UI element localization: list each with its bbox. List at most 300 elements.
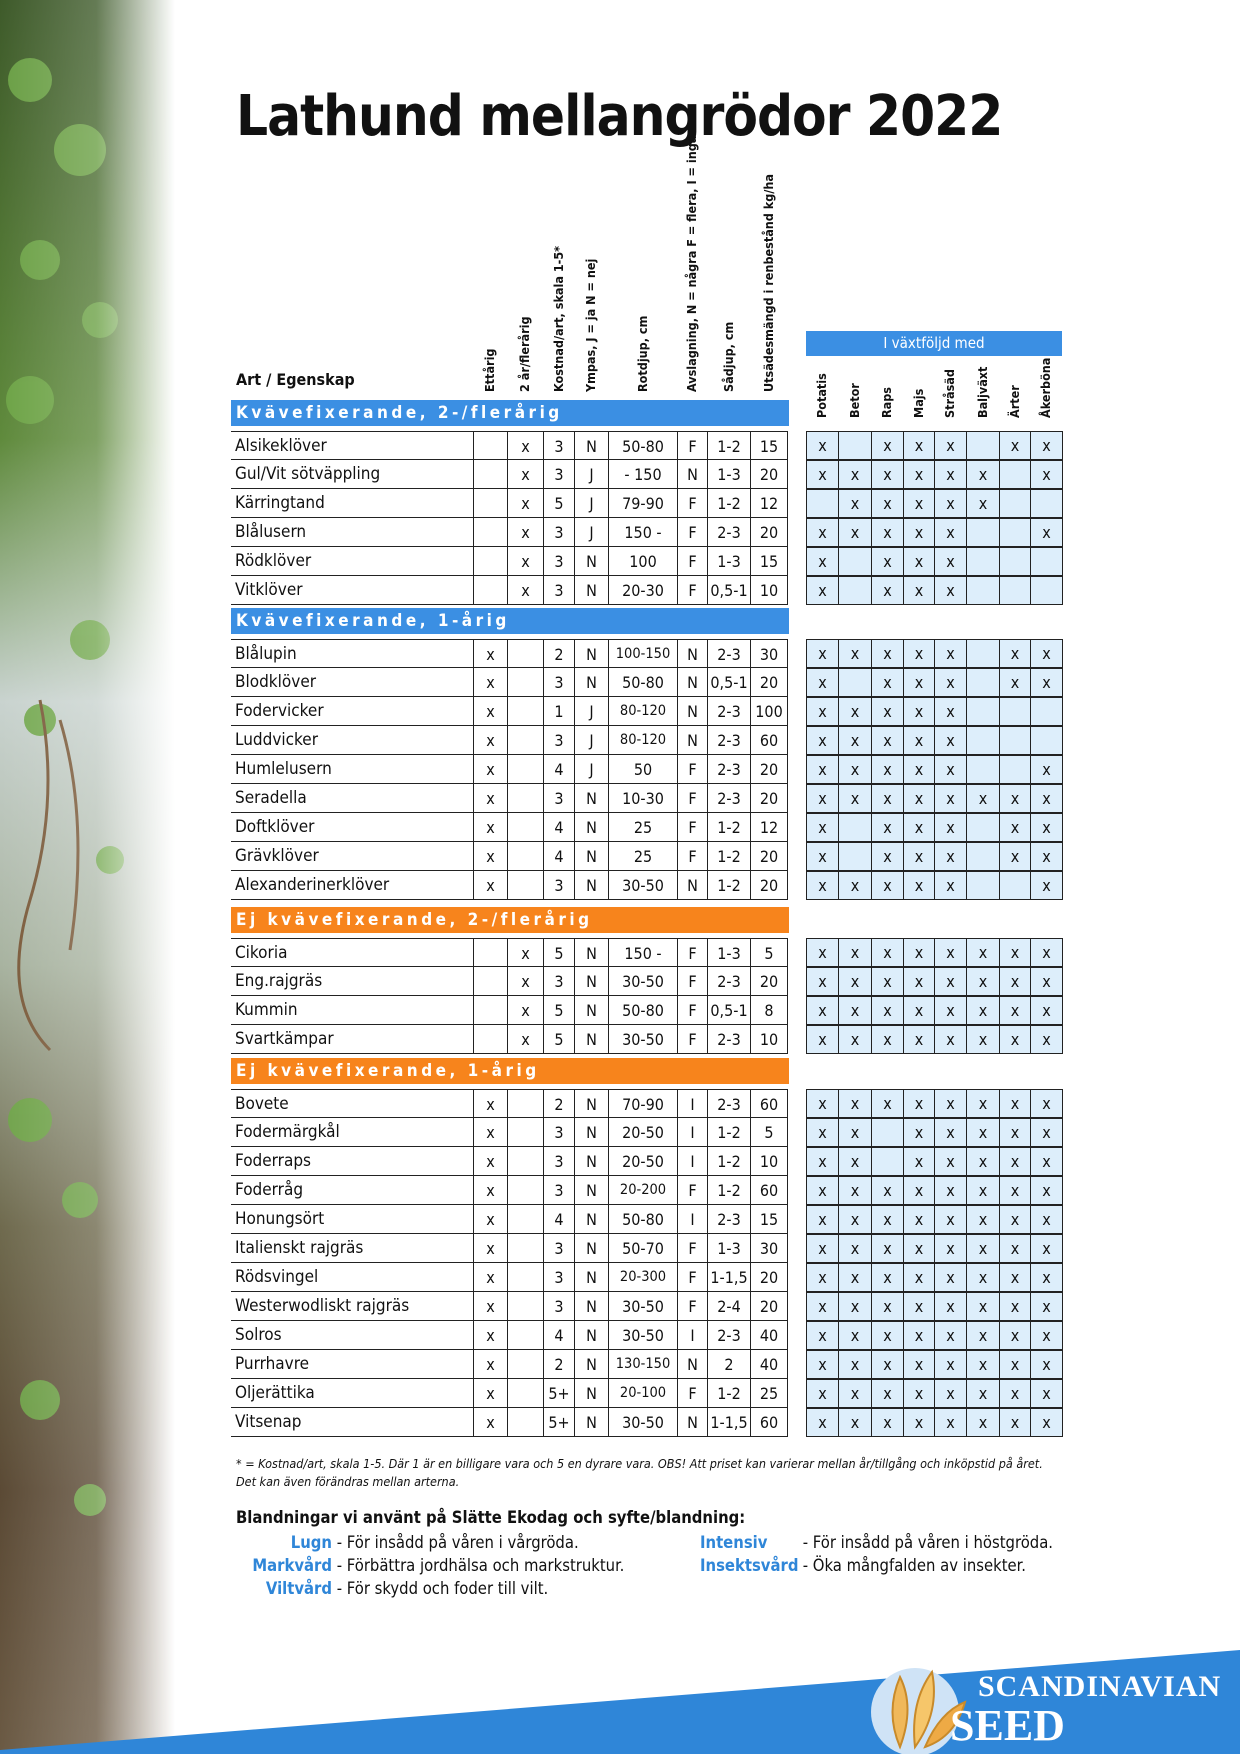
table-cell: 1-2	[707, 1176, 750, 1205]
logo-text-1: SCANDINAVIAN	[978, 1670, 1222, 1703]
table-cell: 3	[543, 518, 574, 547]
table-cell: 2-3	[707, 1025, 750, 1054]
table-cell: N	[677, 639, 707, 668]
table-cell: 5	[750, 1118, 788, 1147]
rotation-cell	[838, 576, 872, 605]
rotation-column-header: Betor	[846, 383, 862, 418]
rotation-cell: x	[966, 460, 1000, 489]
table-cell: 25	[608, 842, 677, 871]
table-cell: x	[507, 576, 543, 605]
rotation-cell	[999, 489, 1031, 518]
table-cell: x	[507, 489, 543, 518]
table-cell: - 150	[608, 460, 677, 489]
rotation-cell: x	[806, 842, 839, 871]
rotation-cell: x	[806, 784, 839, 813]
table-cell: 3	[543, 871, 574, 900]
table-cell: x	[473, 1176, 507, 1205]
rotation-cell	[838, 668, 872, 697]
rotation-cell: x	[903, 1408, 935, 1437]
table-cell: 1-3	[707, 547, 750, 576]
plant-name: Luddvicker	[231, 726, 473, 755]
rotation-cell	[871, 1118, 904, 1147]
table-cell: 1-1,5	[707, 1408, 750, 1437]
rotation-cell: x	[871, 755, 904, 784]
rotation-cell: x	[934, 967, 967, 996]
rotation-cell	[999, 460, 1031, 489]
rotation-cell: x	[871, 871, 904, 900]
rotation-cell	[966, 755, 1000, 784]
plant-name: Grävklöver	[231, 842, 473, 871]
table-cell: 4	[543, 842, 574, 871]
table-cell: 2-3	[707, 784, 750, 813]
table-cell: I	[677, 1089, 707, 1118]
table-cell	[507, 1176, 543, 1205]
rotation-cell: x	[1030, 1234, 1063, 1263]
table-cell	[473, 967, 507, 996]
table-cell: N	[574, 1263, 608, 1292]
rotation-cell: x	[934, 1176, 967, 1205]
table-cell: F	[677, 784, 707, 813]
table-cell	[473, 576, 507, 605]
table-cell: 20	[750, 1263, 788, 1292]
table-cell: 4	[543, 755, 574, 784]
table-cell	[507, 755, 543, 784]
table-cell: 40	[750, 1321, 788, 1350]
table-cell: 3	[543, 431, 574, 460]
plant-name: Fodervicker	[231, 697, 473, 726]
table-cell	[473, 518, 507, 547]
rotation-column-header: Raps	[879, 387, 894, 418]
table-cell: N	[574, 668, 608, 697]
table-cell: 2-3	[707, 697, 750, 726]
table-cell: 2	[543, 1089, 574, 1118]
table-cell	[507, 784, 543, 813]
rotation-cell: x	[999, 1321, 1031, 1350]
table-cell: x	[507, 996, 543, 1025]
rotation-cell: x	[838, 1321, 872, 1350]
rotation-cell: x	[999, 784, 1031, 813]
table-cell: 1-3	[707, 460, 750, 489]
rotation-cell: x	[934, 1147, 967, 1176]
rotation-cell: x	[871, 1025, 904, 1054]
rotation-cell: x	[838, 996, 872, 1025]
table-cell: 50-80	[608, 1205, 677, 1234]
plant-name: Solros	[231, 1321, 473, 1350]
rotation-cell: x	[871, 1408, 904, 1437]
table-cell: N	[574, 842, 608, 871]
rotation-cell: x	[806, 871, 839, 900]
table-cell: 12	[750, 489, 788, 518]
rotation-cell: x	[903, 547, 935, 576]
rotation-cell: x	[871, 576, 904, 605]
table-cell: 30-50	[608, 1321, 677, 1350]
table-cell: 12	[750, 813, 788, 842]
blend-item	[236, 1556, 624, 1575]
table-cell: 3	[543, 784, 574, 813]
rotation-cell: x	[1030, 1147, 1063, 1176]
rotation-cell: x	[1030, 518, 1063, 547]
table-cell	[473, 431, 507, 460]
rotation-cell: x	[934, 1292, 967, 1321]
table-cell: 20	[750, 518, 788, 547]
table-cell: N	[574, 1176, 608, 1205]
table-cell	[473, 938, 507, 967]
rotation-cell: x	[871, 813, 904, 842]
table-cell: x	[473, 1292, 507, 1321]
table-cell: F	[677, 1234, 707, 1263]
table-cell: F	[677, 489, 707, 518]
table-cell: x	[473, 813, 507, 842]
table-cell	[507, 1118, 543, 1147]
plant-name: Alsikeklöver	[231, 431, 473, 460]
blend-description: - För insådd på våren i vårgröda.	[332, 1533, 579, 1552]
rotation-cell: x	[903, 639, 935, 668]
rotation-cell: x	[903, 938, 935, 967]
rotation-cell: x	[934, 668, 967, 697]
rotation-cell: x	[1030, 842, 1063, 871]
table-cell	[507, 1292, 543, 1321]
column-header: Kostnad/art, skala 1-5*	[550, 245, 566, 392]
rotation-cell: x	[838, 1118, 872, 1147]
table-cell: x	[473, 1379, 507, 1408]
table-cell: 60	[750, 726, 788, 755]
table-cell: x	[473, 871, 507, 900]
table-cell: 1-2	[707, 842, 750, 871]
rotation-cell	[966, 547, 1000, 576]
rotation-cell: x	[934, 755, 967, 784]
rotation-cell: x	[934, 1089, 967, 1118]
table-cell: F	[677, 1379, 707, 1408]
rotation-cell: x	[806, 1025, 839, 1054]
table-cell: x	[473, 1089, 507, 1118]
rotation-cell: x	[903, 668, 935, 697]
rotation-cell: x	[999, 813, 1031, 842]
table-cell: 25	[608, 813, 677, 842]
footnote	[236, 1455, 1056, 1491]
plant-name: Bovete	[231, 1089, 473, 1118]
column-header: Sådjup, cm	[720, 321, 736, 392]
rotation-cell: x	[1030, 460, 1063, 489]
rotation-cell: x	[966, 1321, 1000, 1350]
table-cell: 3	[543, 1118, 574, 1147]
table-cell: 20	[750, 755, 788, 784]
table-cell: x	[473, 842, 507, 871]
table-cell: 79-90	[608, 489, 677, 518]
table-cell: N	[574, 996, 608, 1025]
rotation-cell	[999, 755, 1031, 784]
rotation-cell: x	[1030, 871, 1063, 900]
rotation-cell	[838, 431, 872, 460]
rotation-cell: x	[806, 1205, 839, 1234]
rotation-cell: x	[871, 1205, 904, 1234]
table-cell: 20-300	[608, 1263, 677, 1292]
rotation-cell: x	[999, 842, 1031, 871]
rotation-cell: x	[871, 460, 904, 489]
table-cell: 0,5-1	[707, 576, 750, 605]
rotation-cell: x	[806, 996, 839, 1025]
table-cell: 2-3	[707, 726, 750, 755]
rotation-cell	[966, 639, 1000, 668]
rotation-cell: x	[871, 697, 904, 726]
table-cell: N	[574, 1350, 608, 1379]
rotation-cell: x	[934, 871, 967, 900]
table-cell: x	[507, 431, 543, 460]
blend-item	[700, 1556, 1026, 1575]
table-cell: x	[507, 518, 543, 547]
rotation-cell: x	[966, 1118, 1000, 1147]
table-cell: 10	[750, 576, 788, 605]
table-cell: 1-2	[707, 871, 750, 900]
table-cell: J	[574, 755, 608, 784]
plant-name: Italienskt rajgräs	[231, 1234, 473, 1263]
table-cell: 15	[750, 431, 788, 460]
rotation-cell: x	[1030, 1089, 1063, 1118]
plant-name: Kummin	[231, 996, 473, 1025]
plant-name: Foderråg	[231, 1176, 473, 1205]
rotation-cell: x	[999, 1118, 1031, 1147]
table-cell: 15	[750, 1205, 788, 1234]
plant-name: Alexanderinerklöver	[231, 871, 473, 900]
plant-name: Rödklöver	[231, 547, 473, 576]
rotation-cell: x	[1030, 1379, 1063, 1408]
table-cell	[507, 1234, 543, 1263]
rotation-cell: x	[806, 1234, 839, 1263]
rotation-cell: x	[934, 1350, 967, 1379]
table-cell: 50-80	[608, 668, 677, 697]
table-cell: I	[677, 1147, 707, 1176]
rotation-cell: x	[871, 639, 904, 668]
rotation-cell: x	[999, 1408, 1031, 1437]
rotation-cell: x	[838, 697, 872, 726]
rotation-cell: x	[934, 996, 967, 1025]
table-cell: N	[574, 1118, 608, 1147]
table-cell: N	[574, 1205, 608, 1234]
rotation-cell: x	[806, 967, 839, 996]
plant-name: Seradella	[231, 784, 473, 813]
table-cell: 3	[543, 967, 574, 996]
rotation-cell: x	[966, 1350, 1000, 1379]
rotation-cell: x	[838, 1263, 872, 1292]
rotation-cell: x	[903, 1292, 935, 1321]
blend-name: Viltvård	[265, 1579, 332, 1598]
rotation-cell: x	[806, 460, 839, 489]
rotation-cell: x	[999, 1025, 1031, 1054]
rotation-cell: x	[1030, 813, 1063, 842]
rotation-cell: x	[903, 1205, 935, 1234]
table-cell: F	[677, 431, 707, 460]
table-cell: x	[473, 697, 507, 726]
group-band: Kvävefixerande, 1-årig	[231, 608, 789, 634]
rotation-cell: x	[806, 1089, 839, 1118]
column-header: Avslagning, N = några F = flera, I = inga	[684, 135, 699, 392]
table-cell: 100	[750, 697, 788, 726]
rotation-column-header: Stråsäd	[942, 369, 957, 418]
blend-name: Markvård	[252, 1556, 332, 1575]
rotation-cell: x	[999, 967, 1031, 996]
rotation-cell: x	[838, 871, 872, 900]
table-cell: 5	[750, 938, 788, 967]
table-cell: 2-4	[707, 1292, 750, 1321]
rotation-column-header: Potatis	[814, 373, 829, 418]
table-cell: 3	[543, 1176, 574, 1205]
rotation-cell	[966, 668, 1000, 697]
rotation-cell: x	[806, 518, 839, 547]
blend-name: Lugn	[290, 1533, 332, 1552]
rotation-cell: x	[934, 726, 967, 755]
rotation-cell: x	[903, 784, 935, 813]
rotation-cell: x	[903, 871, 935, 900]
rotation-cell: x	[806, 1176, 839, 1205]
table-cell: 20-30	[608, 576, 677, 605]
rotation-cell	[999, 726, 1031, 755]
table-cell: x	[473, 726, 507, 755]
table-cell: 50-80	[608, 996, 677, 1025]
rotation-cell: x	[1030, 1408, 1063, 1437]
plant-name: Westerwodliskt rajgräs	[231, 1292, 473, 1321]
art-header: Art / Egenskap	[236, 370, 355, 389]
rotation-cell: x	[999, 668, 1031, 697]
table-cell: 2-3	[707, 518, 750, 547]
rotation-cell: x	[1030, 431, 1063, 460]
rotation-cell	[999, 697, 1031, 726]
table-cell: 20	[750, 1292, 788, 1321]
table-cell: x	[473, 1350, 507, 1379]
table-cell: 1-2	[707, 431, 750, 460]
rotation-cell: x	[999, 431, 1031, 460]
rotation-cell: x	[1030, 1292, 1063, 1321]
table-cell: N	[574, 1234, 608, 1263]
rotation-cell: x	[838, 1408, 872, 1437]
rotation-cell: x	[934, 489, 967, 518]
rotation-cell: x	[838, 1234, 872, 1263]
table-cell: N	[574, 1089, 608, 1118]
plant-name: Eng.rajgräs	[231, 967, 473, 996]
plant-name: Humlelusern	[231, 755, 473, 784]
table-cell: N	[574, 1408, 608, 1437]
column-header: Utsädesmängd i renbestånd kg/ha	[761, 174, 776, 392]
rotation-cell: x	[871, 1263, 904, 1292]
table-cell: x	[473, 755, 507, 784]
table-cell: 30-50	[608, 1025, 677, 1054]
table-cell	[507, 1147, 543, 1176]
rotation-cell: x	[806, 639, 839, 668]
plant-name: Blålupin	[231, 639, 473, 668]
rotation-cell: x	[838, 755, 872, 784]
rotation-cell: x	[966, 1379, 1000, 1408]
rotation-cell: x	[806, 547, 839, 576]
rotation-cell: x	[966, 489, 1000, 518]
rotation-cell: x	[903, 1118, 935, 1147]
table-cell: 5+	[543, 1408, 574, 1437]
blend-item	[236, 1533, 579, 1552]
rotation-cell: x	[966, 1089, 1000, 1118]
rotation-cell: x	[806, 813, 839, 842]
rotation-cell: x	[871, 1321, 904, 1350]
table-cell	[507, 1263, 543, 1292]
table-cell: 20	[750, 460, 788, 489]
table-cell: N	[574, 784, 608, 813]
column-header: Ettårig	[482, 348, 497, 392]
column-header: Ympas, J = ja N = nej	[583, 258, 598, 392]
table-cell: 60	[750, 1408, 788, 1437]
table-cell: N	[677, 697, 707, 726]
table-cell: x	[473, 668, 507, 697]
plant-name: Vitsenap	[231, 1408, 473, 1437]
blend-description: - Öka mångfalden av insekter.	[798, 1556, 1026, 1575]
rotation-cell	[838, 547, 872, 576]
table-cell: 50	[608, 755, 677, 784]
rotation-cell: x	[871, 1292, 904, 1321]
rotation-cell: x	[1030, 1205, 1063, 1234]
table-cell	[507, 842, 543, 871]
table-cell	[473, 460, 507, 489]
table-cell: N	[677, 460, 707, 489]
rotation-cell: x	[871, 996, 904, 1025]
plant-name: Kärringtand	[231, 489, 473, 518]
table-cell: 2-3	[707, 1321, 750, 1350]
rotation-cell: x	[806, 1292, 839, 1321]
rotation-cell: x	[1030, 755, 1063, 784]
table-cell	[473, 547, 507, 576]
rotation-cell: x	[903, 489, 935, 518]
rotation-cell: x	[966, 1025, 1000, 1054]
table-cell: 4	[543, 1205, 574, 1234]
table-cell: x	[473, 1263, 507, 1292]
rotation-cell	[966, 842, 1000, 871]
table-cell: F	[677, 1025, 707, 1054]
rotation-cell: x	[966, 1292, 1000, 1321]
rotation-cell: x	[966, 967, 1000, 996]
rotation-cell: x	[903, 1234, 935, 1263]
rotation-cell: x	[838, 938, 872, 967]
rotation-cell: x	[934, 1025, 967, 1054]
rotation-cell	[966, 518, 1000, 547]
table-cell: 5+	[543, 1379, 574, 1408]
table-cell: N	[677, 871, 707, 900]
rotation-cell: x	[934, 576, 967, 605]
rotation-cell: x	[1030, 1321, 1063, 1350]
table-cell: N	[574, 1321, 608, 1350]
rotation-cell: x	[1030, 996, 1063, 1025]
footnote-line-1: * = Kostnad/art, skala 1-5. Där 1 är en billigare vara och 5 en dyrare vara. OBS! Att priset kan varierar mellan år/tillgång och inköpstid på året.	[236, 1456, 1043, 1471]
rotation-cell: x	[871, 1234, 904, 1263]
table-cell: F	[677, 1176, 707, 1205]
table-cell: 2-3	[707, 967, 750, 996]
table-cell: 150 -	[608, 938, 677, 967]
table-cell: 10	[750, 1147, 788, 1176]
table-cell: x	[473, 1118, 507, 1147]
rotation-cell: x	[903, 1350, 935, 1379]
rotation-cell: x	[934, 784, 967, 813]
table-cell: J	[574, 489, 608, 518]
table-cell: F	[677, 842, 707, 871]
table-cell: 1	[543, 697, 574, 726]
rotation-cell	[966, 697, 1000, 726]
table-cell: 20	[750, 967, 788, 996]
table-cell: F	[677, 938, 707, 967]
rotation-cell: x	[806, 668, 839, 697]
table-cell: x	[473, 1408, 507, 1437]
rotation-cell	[1030, 489, 1063, 518]
table-cell: 30-50	[608, 871, 677, 900]
rotation-cell: x	[903, 813, 935, 842]
rotation-cell: x	[871, 547, 904, 576]
table-cell: 3	[543, 668, 574, 697]
table-cell: 100	[608, 547, 677, 576]
plant-name: Cikoria	[231, 938, 473, 967]
rotation-cell: x	[871, 518, 904, 547]
rotation-cell: x	[806, 1321, 839, 1350]
